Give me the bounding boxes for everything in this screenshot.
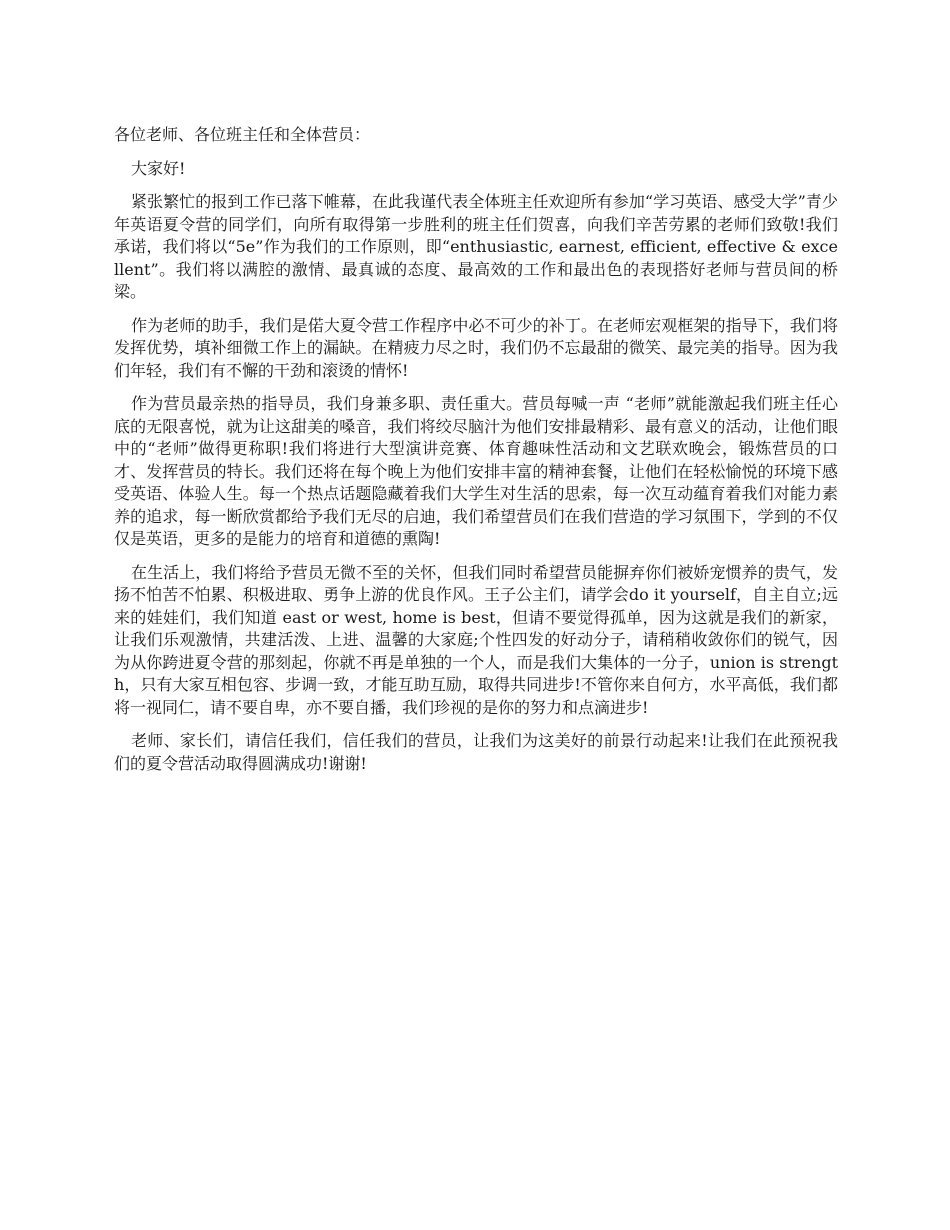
closing-paragraph: 老师、家长们，请信任我们，信任我们的营员，让我们为这美好的前景行动起来!让我们在此预祝我们的夏令营活动取得圆满成功!谢谢! bbox=[114, 731, 838, 773]
document-page bbox=[114, 124, 838, 786]
salutation: 各位老师、各位班主任和全体营员： bbox=[114, 125, 371, 144]
counselor-role-paragraph: 作为营员最亲热的指导员，我们身兼多职、责任重大。营员每喊一声 “老师”就能激起我们班主任心底的无限喜悦，就为让这甜美的嗓音，我们将绞尽脑汁为他们安排最精彩、最有意义的活动，让他们眼中的“老师”做得更称职!我们将进行大型演讲竞赛、体育趣味性活动和文艺联欢晚会，锻炼营员的口才、发挥营员的特长。我们还将在每个晚上为他们安排丰富的精神套餐，让他们在轻松愉悦的环境下感受英语、体验人生。每一个热点话题隐藏着我们大学生对生活的思索，每一次互动蕴育着我们对能力素养的追求，每一断欣赏都给予我们无尽的启迪，我们希望营员们在我们营造的学习氛围下，学到的不仅仅是英语，更多的是能力的培育和道德的熏陶! bbox=[114, 394, 838, 548]
welcome-paragraph: 紧张繁忙的报到工作已落下帷幕，在此我谨代表全体班主任欢迎所有参加“学习英语、感受大学”青少年英语夏令营的同学们，向所有取得第一步胜利的班主任们贺喜，向我们辛苦劳累的老师们致敬!我们承诺，我们将以“5e”作为我们的工作原则，即“enthusiastic, earnest, efficient, effective & excellent”。我们将以满腔的激情、最真诚的态度、最高效的工作和最出色的表现搭好老师与营员间的桥梁。 bbox=[114, 192, 838, 301]
daily-life-paragraph: 在生活上，我们将给予营员无微不至的关怀，但我们同时希望营员能摒弃你们被娇宠惯养的贵气，发扬不怕苦不怕累、积极进取、勇争上游的优良作风。王子公主们，请学会do it yourself，自主自立;远来的娃娃们，我们知道 east or west, home is best，但请不要觉得孤单，因为这就是我们的新家，让我们乐观激情，共建活泼、上进、温馨的大家庭;个性四发的好动分子，请稍稍收敛你们的锐气，因为从你跨进夏令营的那刻起，你就不再是单独的一个人，而是我们大集体的一分子，union is strength，只有大家互相包容、步调一致，才能互助互励，取得共同进步!不管你来自何方，水平高低，我们都将一视同仁，请不要自卑，亦不要自播，我们珍视的是你的努力和点滴进步! bbox=[114, 562, 838, 717]
assistant-role-paragraph: 作为老师的助手，我们是偌大夏令营工作程序中必不可少的补丁。在老师宏观框架的指导下，我们将发挥优势，填补细微工作上的漏缺。在精疲力尽之时，我们仍不忘最甜的微笑、最完美的指导。因为我们年轻，我们有不懈的干劲和滚烫的情怀! bbox=[114, 315, 838, 380]
greeting-paragraph: 大家好! bbox=[131, 158, 186, 178]
